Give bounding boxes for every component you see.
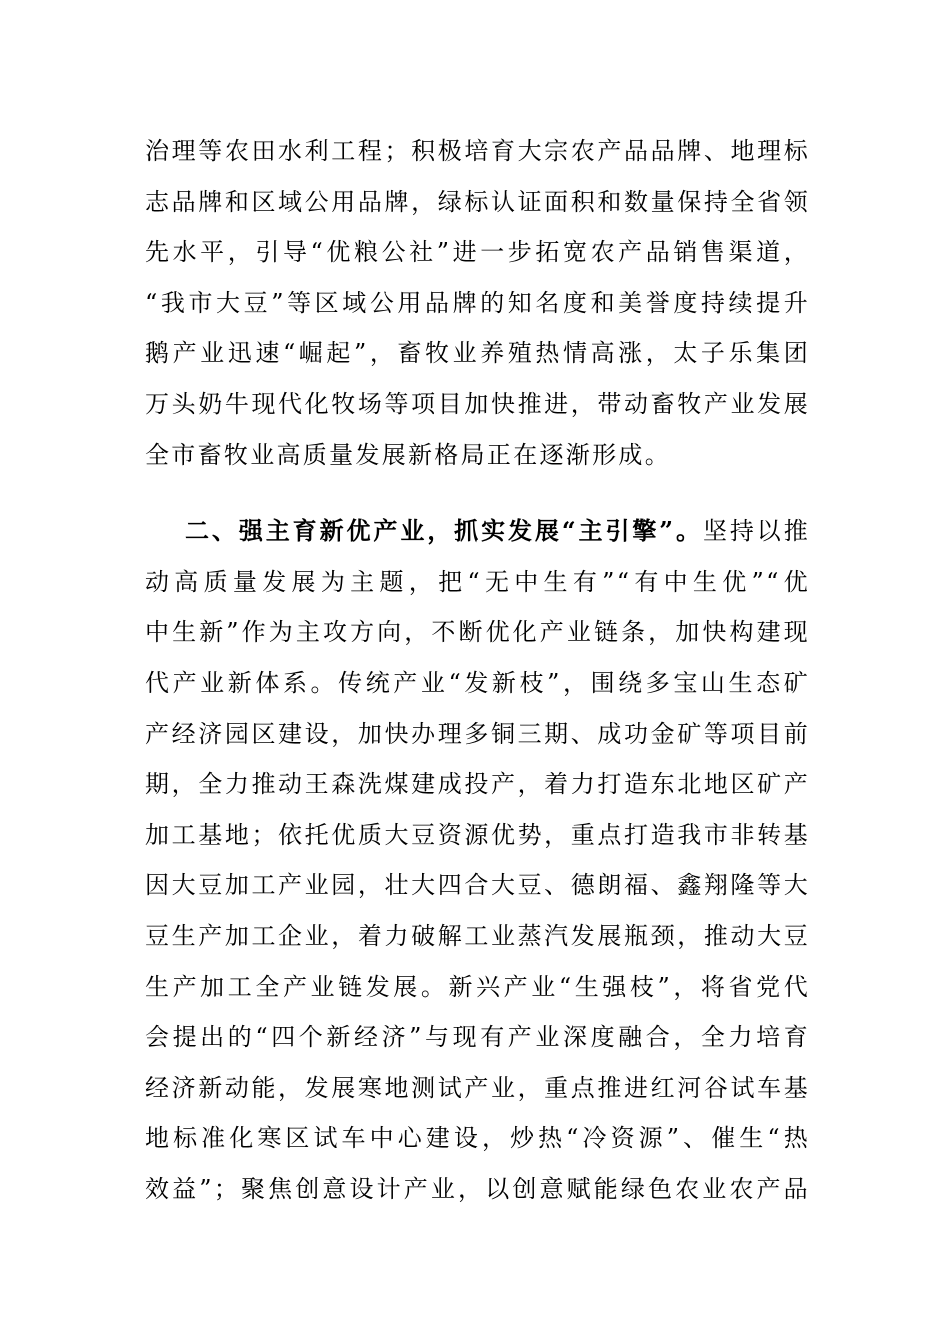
text-line: 地标准化寒区试车中心建设，炒热“冷资源”、催生“热 <box>145 1124 810 1153</box>
paragraph-industry-engine <box>145 506 810 1214</box>
text-line: 经济新动能，发展寒地测试产业，重点推进红河谷试车基 <box>145 1073 810 1102</box>
paragraph-agriculture-brands <box>145 126 810 480</box>
text-line-first <box>145 506 810 557</box>
text-line: 万头奶牛现代化牧场等项目加快推进，带动畜牧产业发展 <box>145 389 810 418</box>
text-line: 豆生产加工企业，着力破解工业蒸汽发展瓶颈，推动大豆 <box>145 921 810 950</box>
text-line: 因大豆加工产业园，壮大四合大豆、德朗福、鑫翔隆等大 <box>145 871 810 900</box>
text-line: 中生新”作为主攻方向，不断优化产业链条，加快构建现 <box>145 618 810 647</box>
text-line: 动高质量发展为主题，把“无中生有”“有中生优”“优 <box>145 567 810 596</box>
text-line: 代产业新体系。传统产业“发新枝”，围绕多宝山生态矿 <box>145 668 810 697</box>
text-line: 全市畜牧业高质量发展新格局正在逐渐形成。 <box>145 440 671 469</box>
text-line: 效益”；聚焦创意设计产业，以创意赋能绿色农业农产品 <box>145 1174 810 1203</box>
section-heading: 二、强主育新优产业，抓实发展“主引擎”。 <box>185 516 703 546</box>
text-line: 治理等农田水利工程；积极培育大宗农产品品牌、地理标 <box>145 137 810 165</box>
text-line: 鹅产业迅速“崛起”，畜牧业养殖热情高涨，太子乐集团 <box>145 339 810 368</box>
text-line: 志品牌和区域公用品牌，绿标认证面积和数量保持全省领 <box>145 187 810 216</box>
text-line: 产经济园区建设，加快办理多铜三期、成功金矿等项目前 <box>145 719 810 748</box>
paragraph-gap <box>145 480 810 506</box>
text-line: 期，全力推动王森洗煤建成投产，着力打造东北地区矿产 <box>145 770 810 799</box>
text-line: 先水平，引导“优粮公社”进一步拓宽农产品销售渠道， <box>145 238 810 267</box>
text-line: 会提出的“四个新经济”与现有产业深度融合，全力培育 <box>145 1023 810 1052</box>
document-body <box>145 126 810 1214</box>
text-line: 生产加工全产业链发展。新兴产业“生强枝”，将省党代 <box>145 972 810 1001</box>
text-line: “我市大豆”等区域公用品牌的知名度和美誉度持续提升 <box>145 288 810 317</box>
heading-continuation: 坚持以推 <box>702 517 811 546</box>
text-line: 加工基地；依托优质大豆资源优势，重点打造我市非转基 <box>145 820 810 849</box>
